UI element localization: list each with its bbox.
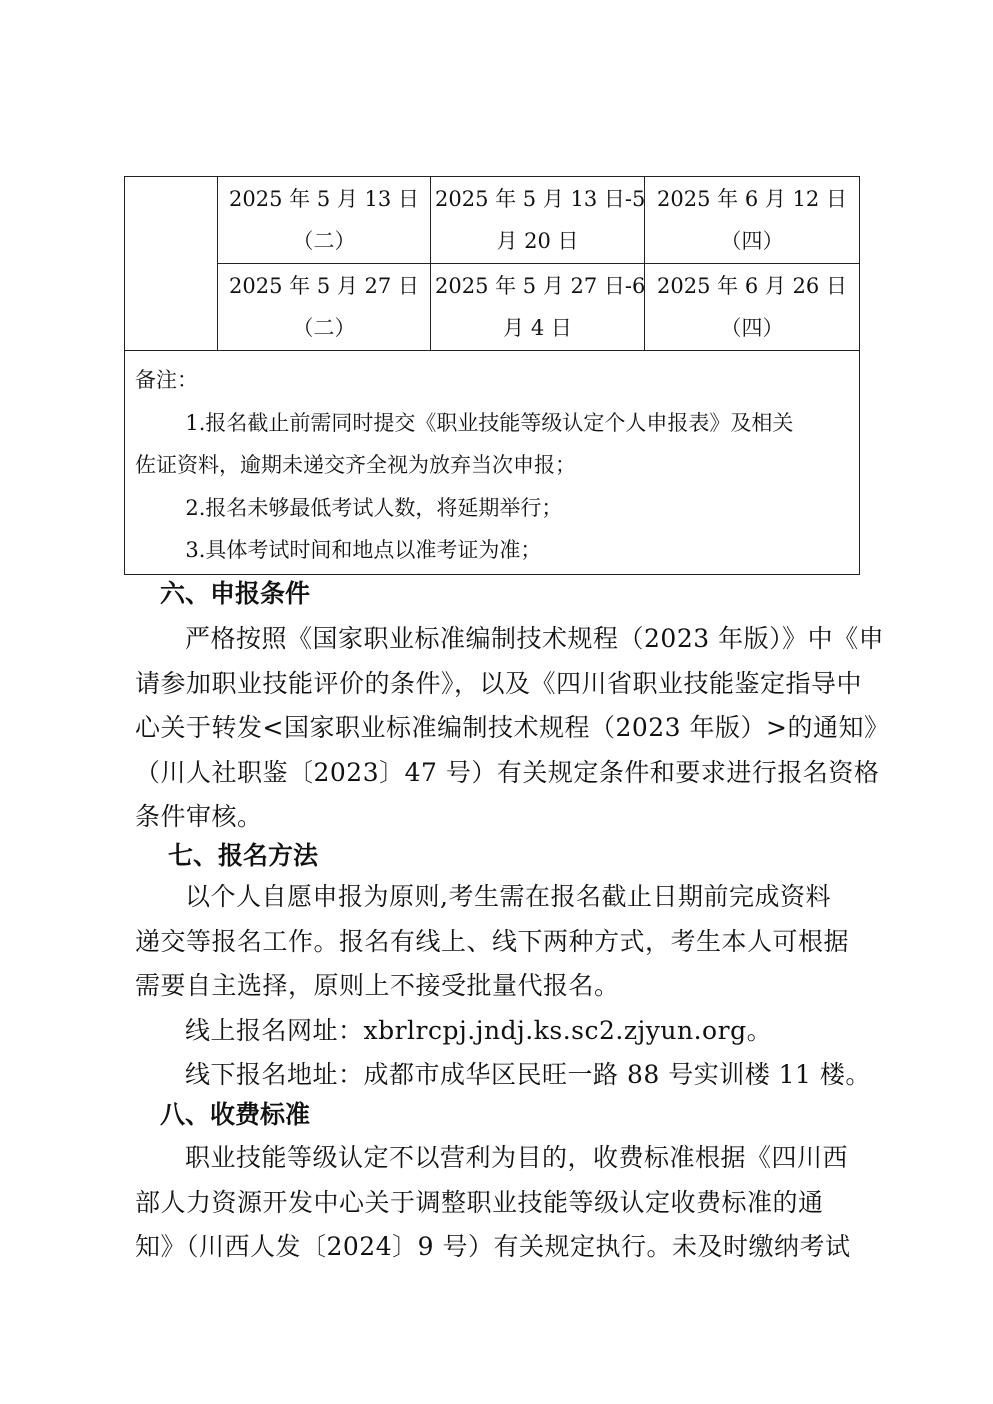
note-item-2: 2.报名未够最低考试人数，将延期举行； (185, 495, 563, 520)
offline-registration-address: 线下报名地址：成都市成华区民旺一路 88 号实训楼 11 楼。 (185, 1060, 871, 1089)
section-6-heading: 六、申报条件 (160, 579, 311, 608)
paragraph-line: 部人力资源开发中心关于调整职业技能等级认定收费标准的通 (135, 1187, 824, 1217)
table-row (125, 177, 860, 264)
section-7-body (135, 875, 870, 1098)
table-row (125, 264, 860, 351)
paragraph-line: 职业技能等级认定不以营利为目的，收费标准根据《四川西 (185, 1143, 849, 1172)
table-cell-exam-date: 2025 年 5 月 27 日 （二） (218, 264, 431, 351)
table-cell-result-date: 2025 年 6 月 12 日 （四） (645, 177, 860, 264)
table-cell-registration-period: 2025 年 5 月 27 日-6 月 4 日 (431, 264, 645, 351)
paragraph-line: 知》（川西人发〔2024〕9 号）有关规定执行。未及时缴纳考试 (135, 1232, 851, 1261)
table-row-notes (125, 351, 860, 575)
notes-label: 备注： (135, 368, 198, 392)
section-7-heading: 七、报名方法 (168, 841, 319, 870)
note-item-1: 1.报名截止前需同时提交《职业技能等级认定个人申报表》及相关 (185, 410, 794, 435)
paragraph-line: 需要自主选择，原则上不接受批量代报名。 (135, 971, 620, 1000)
section-8-heading: 八、收费标准 (160, 1100, 311, 1129)
paragraph-line: （川人社职鉴〔2023〕47 号）有关规定条件和要求进行报名资格 (135, 757, 880, 787)
exam-schedule-table (124, 176, 860, 575)
table-cell-empty (125, 177, 218, 351)
notes-cell (125, 351, 860, 575)
table-cell-registration-period: 2025 年 5 月 13 日-5 月 20 日 (431, 177, 645, 264)
table-cell-exam-date: 2025 年 5 月 13 日 （二） (218, 177, 431, 264)
paragraph-line: 条件审核。 (135, 802, 263, 831)
note-item-3: 3.具体考试时间和地点以准考证为准； (185, 538, 542, 562)
paragraph-line: 请参加职业技能评价的条件》，以及《四川省职业技能鉴定指导中 (135, 668, 863, 698)
section-6-body (135, 617, 890, 840)
table-cell-result-date: 2025 年 6 月 26 日 （四） (645, 264, 860, 351)
paragraph-line: 递交等报名工作。报名有线上、线下两种方式，考生本人可根据 (135, 926, 850, 956)
note-item-1-continued: 佐证资料，逾期未递交齐全视为放弃当次申报； (135, 453, 576, 477)
section-8-body (135, 1136, 870, 1270)
paragraph-line: 以个人自愿申报为原则,考生需在报名截止日期前完成资料 (185, 882, 831, 911)
paragraph-line: 心关于转发<国家职业标准编制技术规程（2023 年版）>的通知》 (135, 713, 890, 742)
paragraph-line: 严格按照《国家职业标准编制技术规程（2023 年版）》中《申 (185, 624, 885, 653)
online-registration-url: 线上报名网址：xbrlrcpj.jndj.ks.sc2.zjyun.org。 (185, 1015, 773, 1045)
